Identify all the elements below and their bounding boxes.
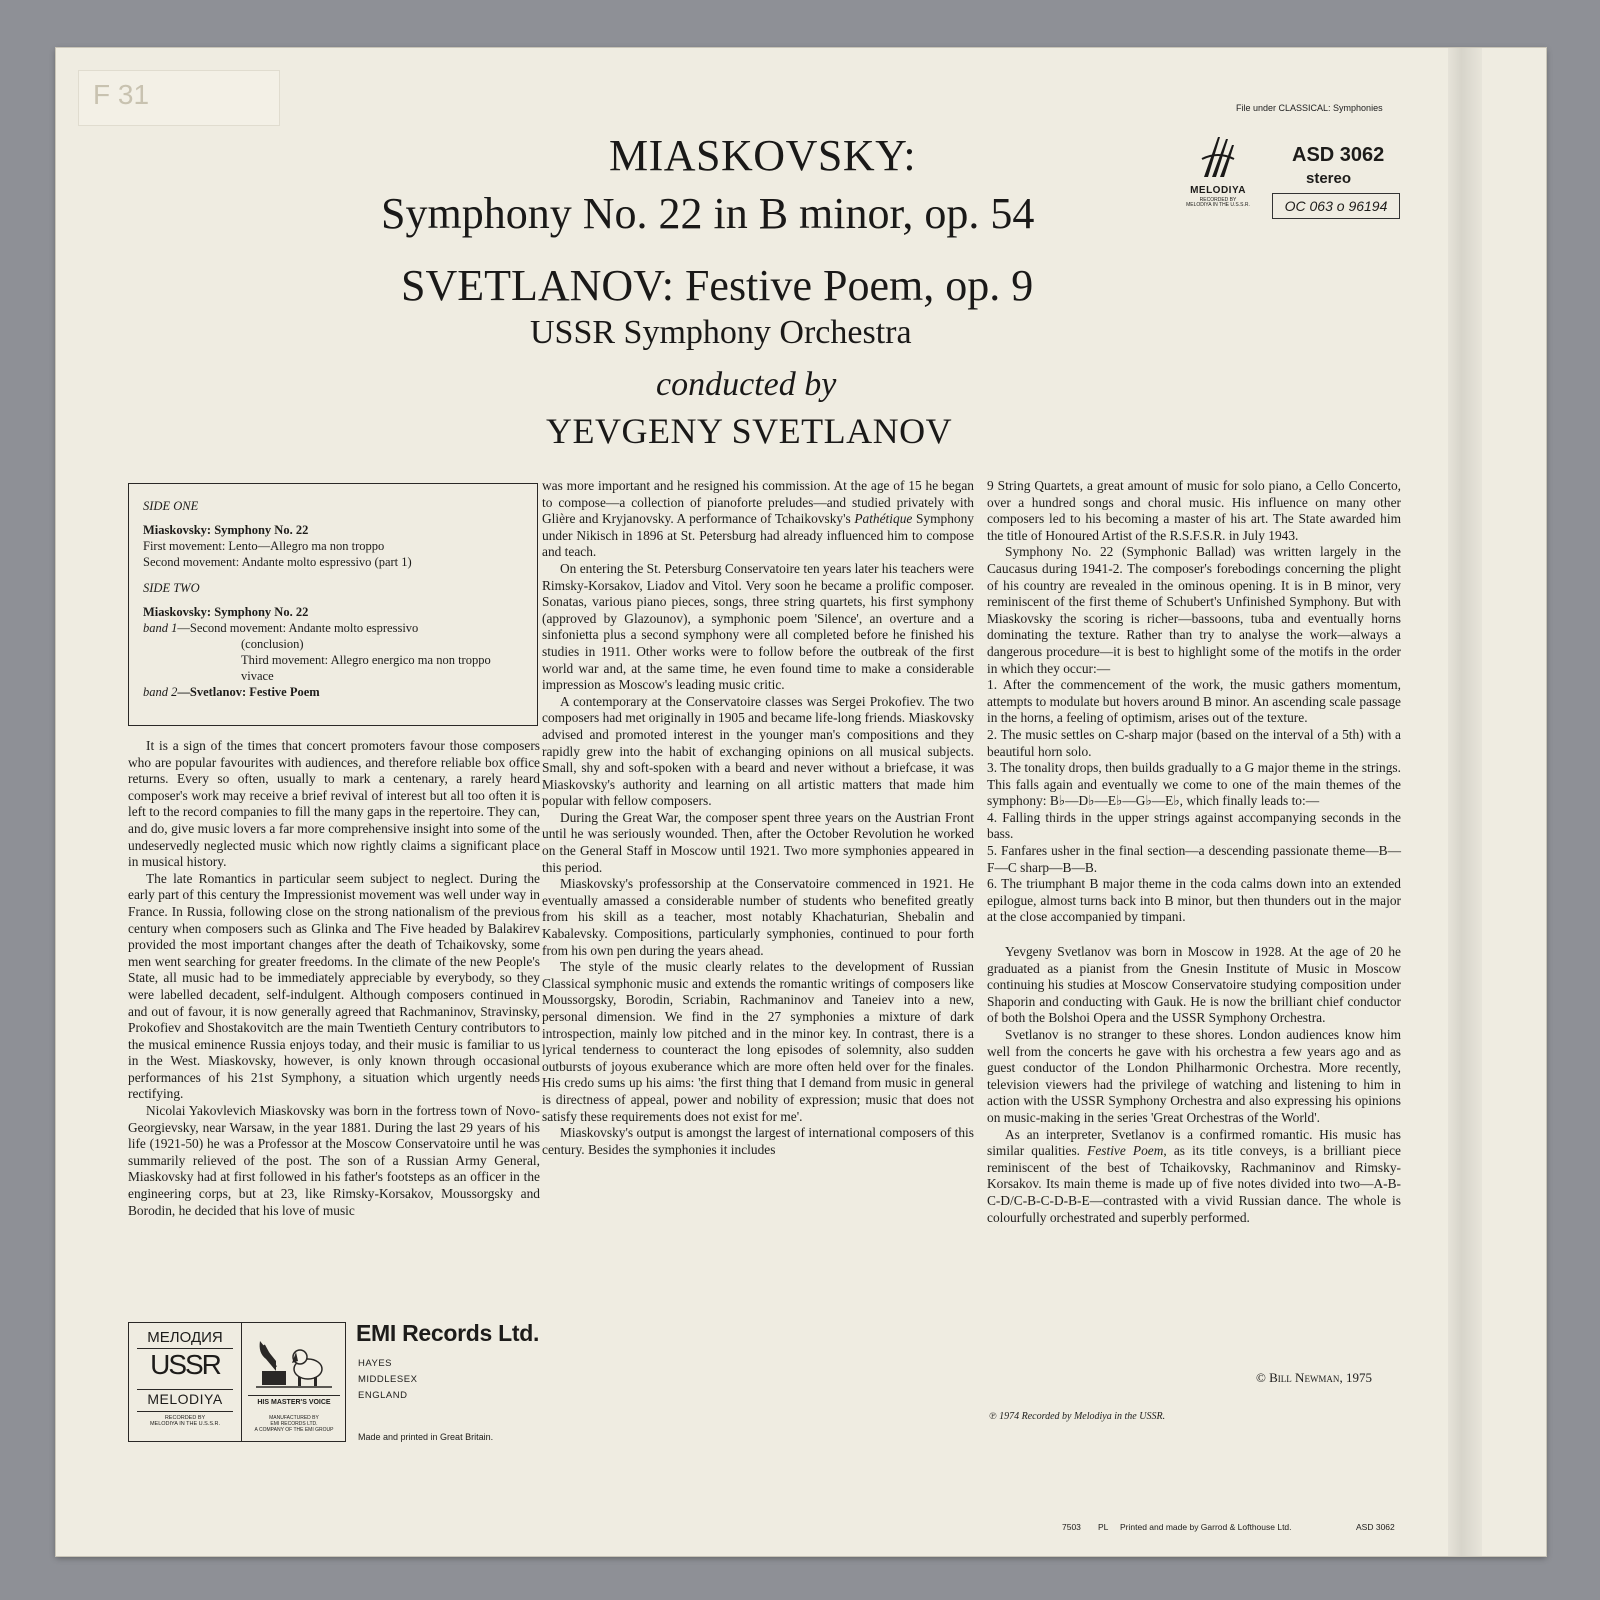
sleeve-shadow-edge	[1448, 48, 1482, 1556]
melodiya-latin: MELODIYA	[147, 1391, 223, 1407]
address-line: HAYES	[358, 1358, 393, 1369]
composer-title: MIASKOVSKY:	[609, 131, 917, 180]
small-print-line: MANUFACTURED BY	[269, 1415, 319, 1421]
notes-paragraph: Miaskovsky's professorship at the Conservatoire commenced in 1921. He eventually amassed a considerable number of students who benefited greatly from his skill as a teacher, most notably Khachaturian, Shebalin and Kabalevsky. Compositions, particularly symphonies, continued to pour forth from his own pen during the years ahead.	[542, 876, 974, 958]
emi-address	[358, 1356, 417, 1404]
notes-italic: Pathétique	[854, 511, 913, 527]
notes-paragraph: The style of the music clearly relates to the development of Russian Classical symphonic music and extends the romantic writings of composers like Moussorgsky, Borodin, Scriabin, Rachmaninov and Taneiev into a new, personal dimension. We find in the 27 symphonies a mixture of dark introspection, mainly low pitched and in the minor key. In contrast, there is a lyrical tenderness to counteract the long episodes of solemnity, also sudden outbursts of joyous exuberance which are more often held over for the finales. His credo sums up his aims: 'the first thing that I demand from music in general is directness of appeal, power and nobility of expression; music that does not satisfy these requirements does not exist for me'.	[542, 959, 974, 1124]
motif-item: 6. The triumphant B major theme in the coda calms down into an extended epilogue, almost turns back into B minor, but then thunders out in the major at the close accompanied by timpani.	[987, 876, 1401, 925]
notes-paragraph: A contemporary at the Conservatoire classes was Sergei Prokofiev. The two composers had met originally in 1905 and became life-long friends. Miaskovsky advised and promoted interest in the younger man's compositions and they rapidly grew into the habit of exchanging opinions on all musical subjects. Small, shy and soft-spoken with a beard and never without a briefcase, it was Miaskovsky's authority and learning on all artistic matters that made him popular with fellow composers.	[542, 693, 974, 809]
notes-paragraph: During the Great War, the composer spent three years on the Austrian Front until he was seriously wounded. Then, after the October Revolution he worked on the General Staff in Moscow until 1921. Two more symphonies appeared in this period.	[542, 809, 974, 875]
side-two-heading: SIDE TWO	[143, 581, 200, 595]
notes-paragraph	[542, 478, 974, 561]
small-print-line: EMI RECORDS LTD.	[270, 1421, 318, 1427]
motif-item: 1. After the commencement of the work, the music gathers momentum, attempts to modulate but hovers around B minor. An ascending scale passage in the horns, a feeling of optimism, arises out of the texture.	[987, 677, 1401, 726]
notes-italic: Festive Poem	[1087, 1143, 1164, 1159]
band-1-track-2-cont: vivace	[241, 669, 274, 683]
footer-catalogue: ASD 3062	[1356, 1522, 1395, 1532]
small-print-line: A COMPANY OF THE EMI GROUP	[254, 1427, 334, 1433]
price-sticker	[78, 70, 280, 126]
notes-paragraph: Svetlanov is no stranger to these shores. London audiences know him well from the concerts he gave with his orchestra a few years ago and as guest conductor of the London Philharmonic Orchestra. More recently, television viewers had the privilege of watching and listening to him in action with the USSR Symphony Orchestra and also expressing his opinions on music-making in the series 'Great Orchestras of the World'.	[987, 1027, 1401, 1125]
band-2-line	[143, 684, 523, 700]
notes-paragraph: On entering the St. Petersburg Conservatoire ten years later his teachers were Rimsky-Korsakov, Liadov and Vitol. Very soon he became a prolific composer. Sonatas, various piano pieces, songs, three string quartets, his first symphony (approved by Glazounov), a symphonic poem 'Silence', an overture and a sinfonietta plus a second symphony were all completed before he finished his studies in 1911. Other works were to follow before the outbreak of the first world war and, at the same time, he even found time to make a considerable impression as Moscow's leading music critic.	[542, 560, 974, 693]
hmv-small-print	[242, 1415, 346, 1433]
notes-paragraph: Yevgeny Svetlanov was born in Moscow in 1928. At the age of 20 he graduated as a pianist from the Gnesin Institute of Music in Moscow continuing his studies at Moscow Conservatoire studying composition under Shaporin and conducting with Gauk. He is now the brilliant chief conductor of both the Bolshoi Opera and the USSR Symphony Orchestra.	[987, 944, 1401, 1026]
second-work-title: SVETLANOV: Festive Poem, op. 9	[401, 261, 1034, 310]
notes-paragraph: Nicolai Yakovlevich Miaskovsky was born in the fortress town of Novo-Georgievsky, near Warsaw, in the year 1881. During the last 29 years of his life (1921-50) he was a Professor at the Moscow Conservatoire until he was summarily relieved of the post. The son of a Russian Army General, Miaskovsky had at first followed in his father's footsteps as an officer in the engineering corps, but at 23, like Rimsky-Korsakov, Moussorgsky and Borodin, he decided that his love of music	[128, 1103, 540, 1218]
notes-text: Symphony under Nikisch in 1896 at St. Petersburg had already influenced him to compose and teach.	[542, 511, 974, 560]
notes-paragraph: The late Romantics in particular seem subject to neglect. During the early part of this century the Impressionist movement was well under way in France. In Russia, following close on the strong nationalism of the previous century when composers such as Glinka and The Five headed by Balakirev provided the most important changes after the death of Tchaikovsky, some men went searching for greater freedoms. In the climate of the new People's State, all music had to be immediately appreciable by everybody, so they were labelled decadent, self-indulgent. Although composers continued in and out of favour, it is now generally agreed that Rachmaninov, Stravinsky, Prokofiev and Shostakovitch are the main Twentieth Century contributors to the musical eminence Russia enjoys today, and their music is familiar to us in the West. Miaskovsky, however, is only known through occasional performances of his 21st Symphony, a situation which urgently needs rectifying.	[128, 870, 540, 1102]
notes-column-3	[987, 478, 1401, 1226]
phonographic-copyright: ℗ 1974 Recorded by Melodiya in the USSR.	[989, 1411, 1166, 1422]
footer-code: 7503	[1062, 1522, 1081, 1532]
recorded-by-text: RECORDED BY	[1199, 197, 1237, 203]
motif-item: 3. The tonality drops, then builds gradually to a G major theme in the strings. This falls again and eventually we come to one of the main themes of the symphony: B♭—D♭—E♭—G♭—E♭, which finally leads to:—	[987, 760, 1401, 809]
notes-paragraph	[987, 1127, 1401, 1227]
notes-text: As an interpreter, Svetlanov is a confirmed romantic. His music has similar qualities.	[987, 1126, 1401, 1159]
ussr-mark: USSR	[150, 1349, 220, 1380]
band-2-track: —Svetlanov: Festive Poem	[177, 685, 320, 699]
motif-item: 4. Falling thirds in the upper strings against accompanying seconds in the bass.	[987, 809, 1401, 842]
notes-paragraph: It is a sign of the times that concert promoters favour those composers who are popular favourites with audiences, and therefore reliable box office returns. Every so often, usually to mark a centenary, a rarely heard composer's work may receive a brief revival of interest but all too often it is left to the record companies to fill the many gaps in the repertoire. They can, and do, give music lovers a far more comprehensive insight into some of the undeservedly neglected music which now rightly claims a significant place in musical history.	[128, 738, 540, 870]
melodiya-logo	[1178, 133, 1258, 208]
melodiya-recorded	[1178, 198, 1258, 208]
tracklist-box	[128, 483, 538, 726]
notes-text: was more important and he resigned his commission. At the age of 15 he began to compose—a collection of pianoforte preludes—and studied privately with Glière and Kryjanovsky. A performance of Tchaikovsky's	[542, 478, 974, 527]
matrix-number: OC 063 o 96194	[1272, 193, 1400, 219]
band-2-label: band 2	[143, 685, 178, 699]
side-one-track-1: First movement: Lento—Allegro ma non troppo	[143, 539, 385, 553]
notes-paragraph: 9 String Quartets, a great amount of music for solo piano, a Cello Concerto, over a hundred songs and choral music. His influence on many other composers led to his becoming a master of his art. The State awarded him the title of Honoured Artist of the R.S.F.S.R. in July 1943.	[987, 478, 1401, 543]
melodiya-name: MELODIYA	[1190, 185, 1246, 196]
logo-rule	[137, 1389, 233, 1390]
notes-paragraph: Symphony No. 22 (Symphonic Ballad) was written largely in the Caucasus during 1941-2. The composer's forebodings concerning the plight of his country are revealed in the ominous opening. It is in B minor, very reminiscent of the first theme of Schubert's Unfinished Symphony. But with Miaskovsky the scoring is richer—bassoons, tuba and eventually horns dominating the texture. Rather than try to analyse the work—always a dangerous procedure—it is best to highlight some of the motifs in the order in which they occur:—	[987, 544, 1401, 676]
band-1-track: —Second movement: Andante molto espressivo	[177, 621, 419, 635]
melodiya-small-print	[129, 1415, 241, 1427]
footer-pl: PL	[1098, 1522, 1109, 1532]
melodiya-mark-icon	[1198, 133, 1238, 183]
notes-text: , as its title conveys, is a brilliant piece reminiscent of the best of Tchaikovsky, Rachmaninov and Rimsky-Korsakov. Its main theme is made up of five notes divided into two—A-B-C-D/C-B-C-D-B-E—contrasted with a vivid Russian dance. The whole is colourfully orchestrated and superbly performed.	[987, 1143, 1401, 1225]
notes-column-2	[542, 478, 974, 1158]
label-logos-box	[128, 1322, 346, 1442]
hmv-label: HIS MASTER'S VOICE	[257, 1399, 331, 1406]
band-1-track-2: Third movement: Allegro energico ma non troppo	[241, 653, 491, 667]
motif-item: 2. The music settles on C-sharp major (based on the interval of a 5th) with a beautiful horn solo.	[987, 726, 1401, 759]
notes-column-1	[128, 738, 540, 1219]
author-credit	[1256, 1370, 1372, 1386]
format-label: stereo	[1306, 170, 1352, 187]
file-under-text: File under CLASSICAL: Symphonies	[1236, 103, 1383, 113]
side-one-heading: SIDE ONE	[143, 499, 199, 513]
band-1-conclusion: (conclusion)	[241, 637, 304, 651]
notes-paragraph: Miaskovsky's output is amongst the largest of international composers of this century. Besides the symphonies it includes	[542, 1125, 974, 1157]
small-print-line: RECORDED BY	[164, 1415, 206, 1421]
record-sleeve-back	[56, 48, 1546, 1556]
conducted-by: conducted by	[656, 366, 837, 403]
dog-gramophone-icon	[256, 1337, 332, 1391]
side-one-track-2: Second movement: Andante molto espressivo (part 1)	[143, 555, 412, 569]
footer-printer: Printed and made by Garrod & Lofthouse Ltd.	[1120, 1522, 1292, 1532]
band-1-label: band 1	[143, 621, 178, 635]
logo-rule	[248, 1395, 340, 1396]
conductor-name: YEVGENY SVETLANOV	[546, 411, 953, 451]
address-line: ENGLAND	[358, 1390, 408, 1401]
orchestra-name: USSR Symphony Orchestra	[530, 314, 912, 351]
made-in-text: Made and printed in Great Britain.	[358, 1432, 494, 1442]
recorded-in-text: MELODIYA IN THE U.S.S.R.	[1186, 202, 1250, 208]
logo-rule	[137, 1411, 233, 1412]
melodiya-cyrillic: МЕЛОДИЯ	[147, 1329, 223, 1346]
emi-company-name: EMI Records Ltd.	[356, 1320, 540, 1346]
band-1-line	[143, 620, 523, 636]
catalogue-number: ASD 3062	[1292, 144, 1385, 166]
credit-year: , 1975	[1339, 1370, 1372, 1385]
work-title: Symphony No. 22 in B minor, op. 54	[381, 189, 1035, 238]
sticker-text: F 31	[93, 79, 150, 110]
his-masters-voice-logo	[242, 1323, 346, 1443]
small-print-line: MELODIYA IN THE U.S.S.R.	[149, 1421, 221, 1427]
credit-copyright: ©	[1256, 1370, 1270, 1385]
melodiya-ussr-logo	[129, 1323, 241, 1443]
side-two-work: Miaskovsky: Symphony No. 22	[143, 605, 309, 619]
address-line: MIDDLESEX	[358, 1374, 418, 1385]
motif-item: 5. Fanfares usher in the final section—a descending passionate theme—B—F—C sharp—B—B.	[987, 843, 1401, 875]
credit-name: Bill Newman	[1269, 1370, 1340, 1385]
side-one-work: Miaskovsky: Symphony No. 22	[143, 523, 309, 537]
